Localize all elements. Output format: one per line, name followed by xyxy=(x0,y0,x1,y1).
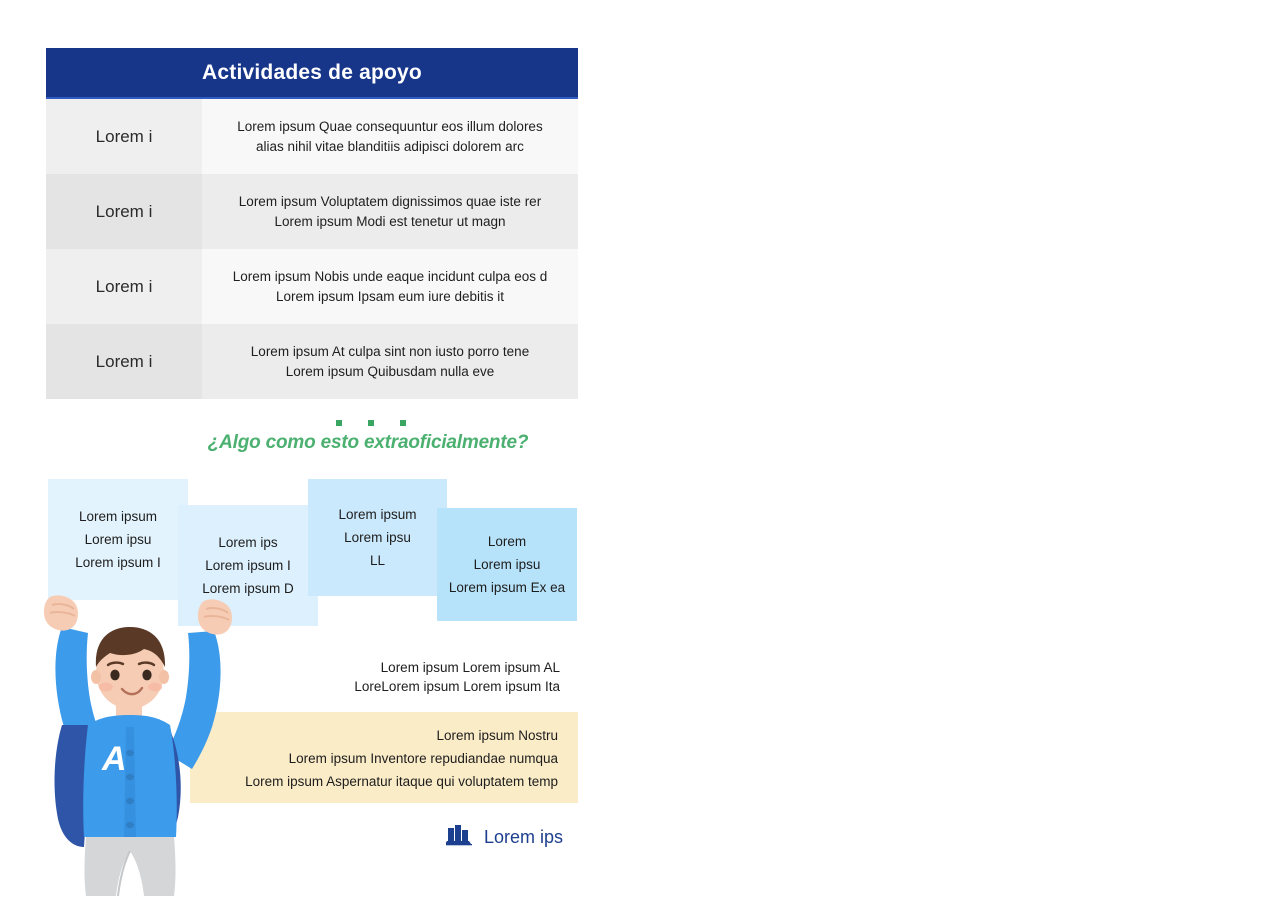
page-title: Actividades de apoyo xyxy=(202,60,422,84)
table-row-label: Lorem i xyxy=(46,324,202,399)
svg-text:A: A xyxy=(102,740,127,778)
middle-note-line: Lorem ipsum Lorem ipsum AL xyxy=(380,660,560,675)
table-row-description-line: Lorem ipsum Modi est tenetur ut magn xyxy=(274,213,506,229)
open-book-icon xyxy=(446,824,474,851)
footer-brand-label: Lorem ips xyxy=(484,827,564,847)
info-card-line: Lorem ipsum Ex ea xyxy=(448,580,566,595)
info-card-line: Lorem xyxy=(487,534,527,549)
info-card xyxy=(308,479,447,596)
info-card-line: Lorem ips xyxy=(218,535,278,550)
info-card-line: LL xyxy=(369,553,386,568)
info-card-line: Lorem ipsu xyxy=(84,532,152,547)
table-row-description xyxy=(202,324,578,399)
table-row-label: Lorem i xyxy=(46,99,202,174)
table-row-label: Lorem i xyxy=(46,174,202,249)
table-row-label: Lorem i xyxy=(46,249,202,324)
section-heading: ¿Algo como esto extraoficialmente? xyxy=(207,432,529,453)
table-row xyxy=(46,249,578,324)
dot-icon xyxy=(368,420,374,426)
info-card xyxy=(437,508,577,621)
table-row xyxy=(46,99,578,174)
table-row-description-line: Lorem ipsum Voluptatem dignissimos quae iste rer xyxy=(238,193,542,209)
info-card-line: Lorem ipsu xyxy=(473,557,541,572)
table-header xyxy=(46,48,578,99)
table-row-description-line: Lorem ipsum Nobis unde eaque incidunt culpa eos d xyxy=(232,268,548,284)
table-row xyxy=(46,174,578,249)
highlight-panel-line: Lorem ipsum Aspernatur itaque qui voluptatem temp xyxy=(245,774,558,789)
dot-icon xyxy=(400,420,406,426)
info-card-line: Lorem ipsum D xyxy=(202,581,294,596)
decorative-dots xyxy=(336,420,406,426)
middle-note-line: LoreLorem ipsum Lorem ipsum Ita xyxy=(354,679,560,694)
table-row-description xyxy=(202,174,578,249)
info-card-line: Lorem ipsu xyxy=(344,530,411,545)
table-row-description-line: alias nihil vitae blanditiis adipisci dolorem arc xyxy=(256,138,524,154)
info-card-line: Lorem ipsum I xyxy=(75,555,161,570)
footer-brand xyxy=(446,824,563,851)
table-row-description xyxy=(202,99,578,174)
table-row-description xyxy=(202,249,578,324)
table-row-description-line: Lorem ipsum At culpa sint non iusto porro tene xyxy=(250,343,530,359)
table-row-description-line: Lorem ipsum Ipsam eum iure debitis it xyxy=(275,288,505,304)
info-card-line: Lorem ipsum I xyxy=(205,558,291,573)
table-row-description-line: Lorem ipsum Quae consequuntur eos illum dolores xyxy=(237,118,543,134)
cheering-student-illustration xyxy=(18,575,258,896)
dot-icon xyxy=(336,420,342,426)
support-activities-table xyxy=(46,48,578,399)
info-card-line: Lorem ipsum xyxy=(78,509,158,524)
highlight-panel-line: Lorem ipsum Nostru xyxy=(436,728,558,743)
info-card-line: Lorem ipsum xyxy=(338,507,417,522)
table-row xyxy=(46,324,578,399)
table-row-description-line: Lorem ipsum Quibusdam nulla eve xyxy=(285,363,495,379)
highlight-panel-line: Lorem ipsum Inventore repudiandae numqua xyxy=(288,751,558,766)
